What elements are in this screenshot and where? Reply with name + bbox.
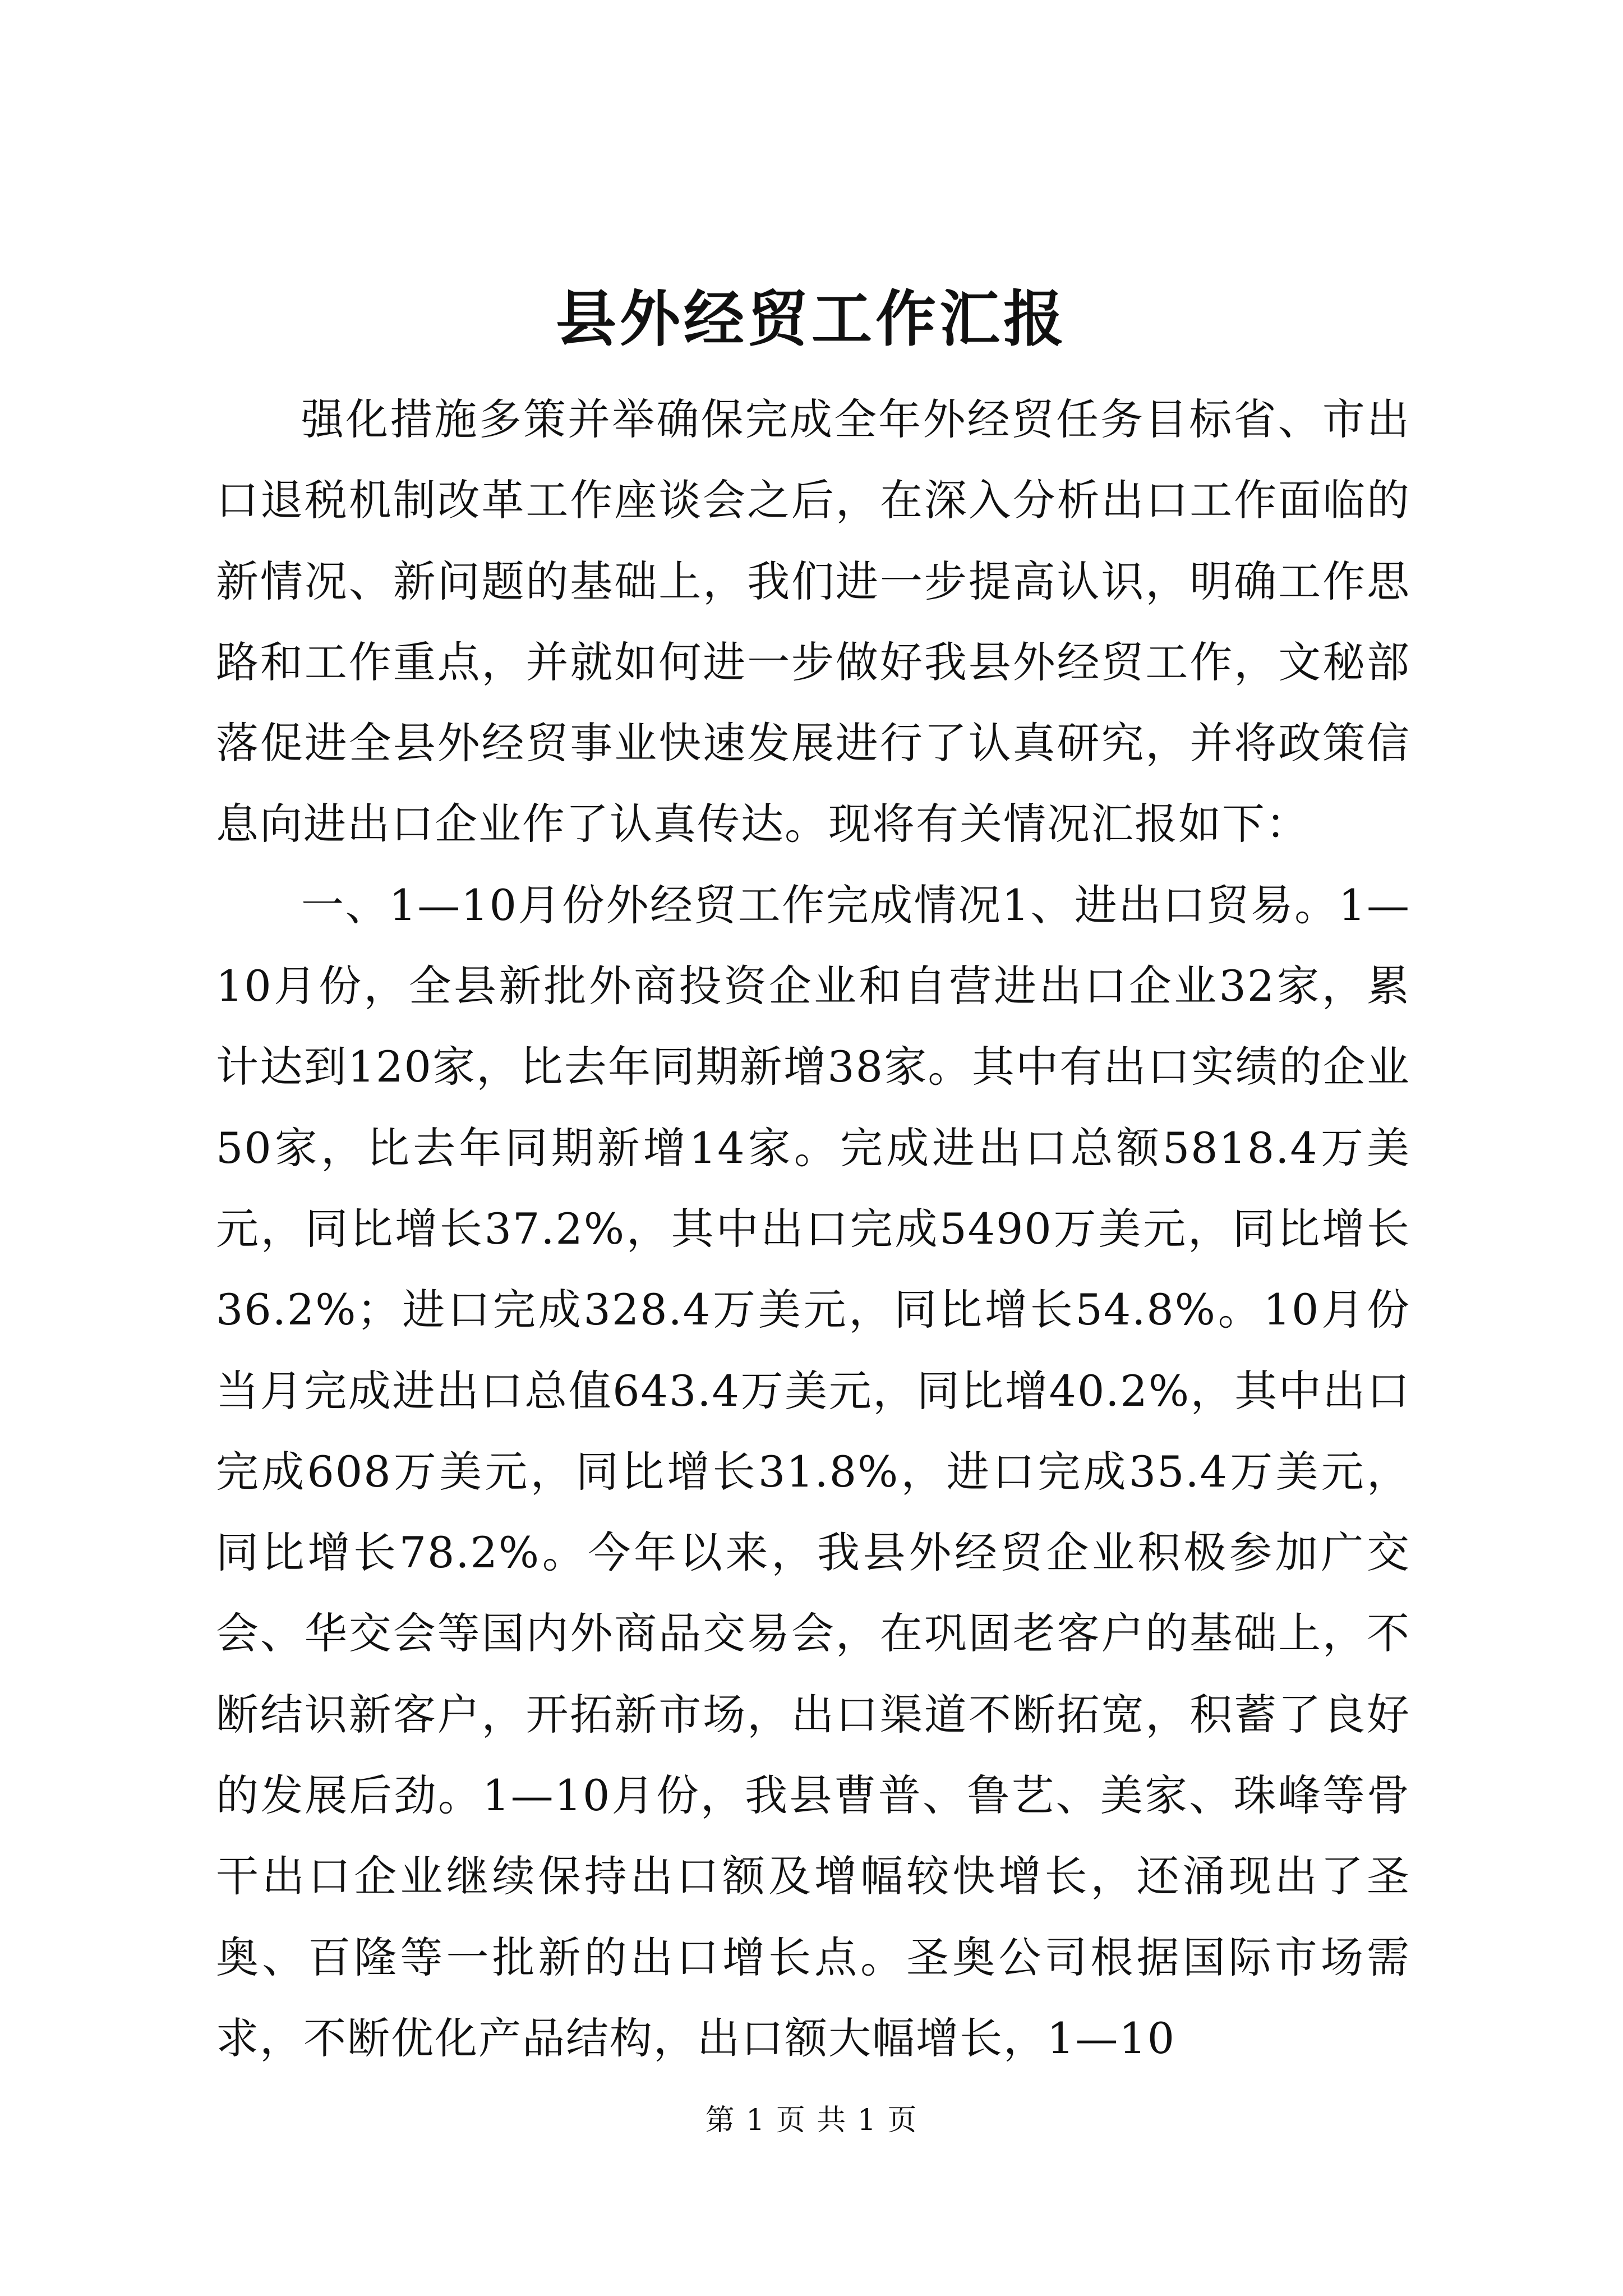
page-number-footer: 第 1 页 共 1 页 — [705, 2104, 918, 2137]
document-title: 县外经贸工作汇报 — [555, 284, 1067, 355]
document-body — [216, 379, 1410, 2079]
paragraph-intro: 强化措施多策并举确保完成全年外经贸任务目标省、市出口退税机制改革工作座谈会之后，在深入分析出口工作面临的新情况、新问题的基础上，我们进一步提高认识，明确工作思路和工作重点，并就如何进一步做好我县外经贸工作，文秘部落促进全县外经贸事业快速发展进行了认真研究，并将政策信息向进出口企业作了认真传达。现将有关情况汇报如下： — [216, 394, 1410, 849]
paragraph-section-one: 一、1—10月份外经贸工作完成情况1、进出口贸易。1—10月份，全县新批外商投资企业和自营进出口企业32家，累计达到120家，比去年同期新增38家。其中有出口实绩的企业50家，比去年同期新增14家。完成进出口总额5818.4万美元，同比增长37.2%，其中出口完成5490万美元，同比增长36.2%；进口完成328.4万美元，同比增长54.8%。10月份当月完成进出口总值643.4万美元，同比增40.2%，其中出口完成608万美元，同比增长31.8%，进口完成35.4万美元，同比增长78.2%。今年以来，我县外经贸企业积极参加广交会、华交会等国内外商品交易会，在巩固老客户的基础上，不断结识新客户，开拓新市场，出口渠道不断拓宽，积蓄了良好的发展后劲。1—10月份，我县曹普、鲁艺、美家、珠峰等骨干出口企业继续保持出口额及增幅较快增长，还涌现出了圣奥、百隆等一批新的出口增长点。圣奥公司根据国际市场需求，不断优化产品结构，出口额大幅增长，1—10 — [216, 880, 1410, 2063]
